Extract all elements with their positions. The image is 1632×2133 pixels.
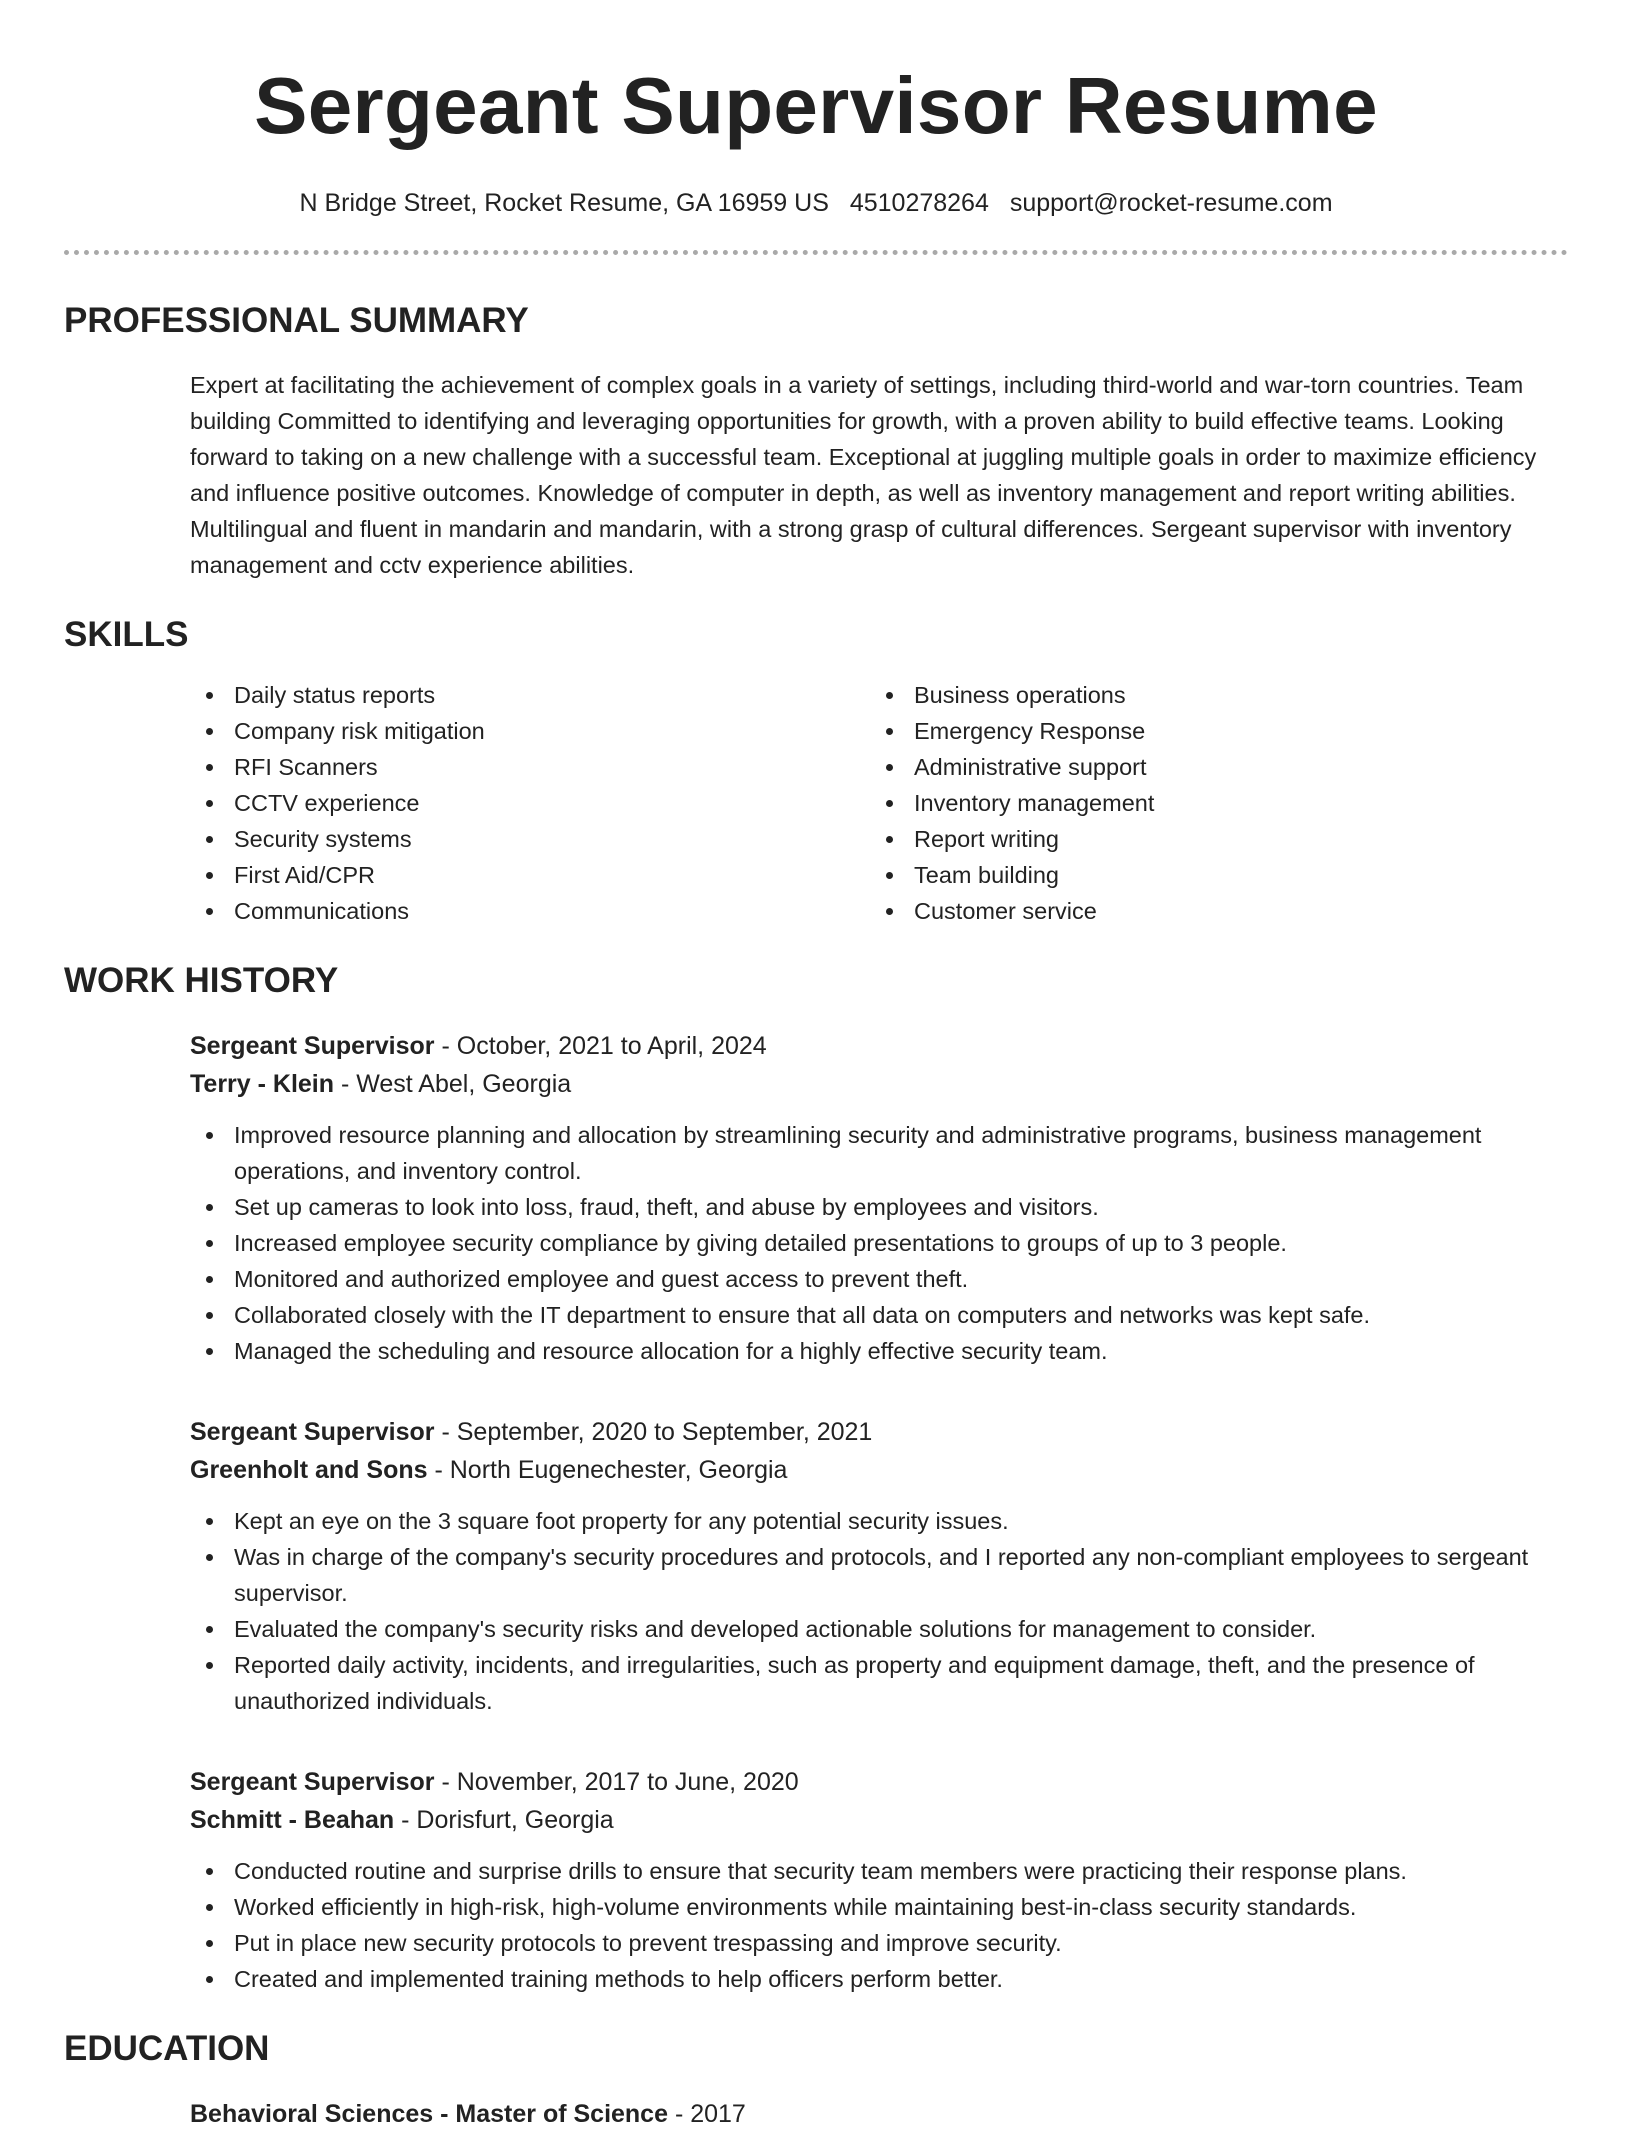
job-title-line [190, 1413, 1568, 1451]
job-company: Terry - Klein [190, 1070, 335, 1098]
job-entry [190, 1413, 1568, 1719]
skill-item: Communications [190, 893, 870, 929]
job-bullet: Managed the scheduling and resource allocation for a highly effective security team. [190, 1333, 1570, 1369]
job-bullet: Conducted routine and surprise drills to ensure that security team members were practicing their response plans. [190, 1853, 1570, 1889]
job-company: Greenholt and Sons [190, 1456, 428, 1484]
education-entry [190, 2095, 1568, 2133]
job-location: - West Abel, Georgia [334, 1070, 572, 1098]
summary-heading: PROFESSIONAL SUMMARY [64, 301, 529, 340]
job-bullets [190, 1853, 1570, 1997]
job-location: - Dorisfurt, Georgia [394, 1806, 614, 1834]
skills-grid [190, 677, 1568, 929]
skill-item: Team building [870, 857, 1550, 893]
job-company-line [190, 1451, 1568, 1489]
job-bullet: Worked efficiently in high-risk, high-volume environments while maintaining best-in-class security standards. [190, 1889, 1570, 1925]
job-bullet: Created and implemented training methods to help officers perform better. [190, 1961, 1570, 1997]
contact-phone: 4510278264 [849, 189, 989, 217]
job-bullet: Reported daily activity, incidents, and irregularities, such as property and equipment damage, theft, and the presence of unauthorized individuals. [190, 1647, 1570, 1719]
job-title: Sergeant Supervisor [190, 1768, 435, 1796]
job-title-line [190, 1763, 1568, 1801]
skill-item: Business operations [870, 677, 1550, 713]
skill-item: Customer service [870, 893, 1550, 929]
skill-item: Administrative support [870, 749, 1550, 785]
job-bullet: Was in charge of the company's security procedures and protocols, and I reported any non-compliant employees to sergeant supervisor. [190, 1539, 1570, 1611]
job-dates: - September, 2020 to September, 2021 [434, 1418, 873, 1446]
job-title: Sergeant Supervisor [190, 1418, 435, 1446]
job-bullet: Collaborated closely with the IT department to ensure that all data on computers and networks was kept safe. [190, 1297, 1570, 1333]
job-dates: - October, 2021 to April, 2024 [434, 1032, 767, 1060]
job-company: Schmitt - Beahan [190, 1806, 395, 1834]
job-dates: - November, 2017 to June, 2020 [434, 1768, 799, 1796]
header-divider [64, 250, 1568, 255]
job-title: Sergeant Supervisor [190, 1032, 435, 1060]
skill-item: CCTV experience [190, 785, 870, 821]
job-bullet: Set up cameras to look into loss, fraud, theft, and abuse by employees and visitors. [190, 1189, 1570, 1225]
skills-column-right [870, 677, 1550, 929]
job-title-line [190, 1027, 1568, 1065]
resume-title: Sergeant Supervisor Resume [254, 61, 1378, 150]
skills-column-left [190, 677, 870, 929]
job-company-line [190, 1065, 1568, 1103]
summary-text: Expert at facilitating the achievement of complex goals in a variety of settings, including third-world and war-torn countries. Team building Committed to identifying and leveraging opportunities for growth, with a proven ability to build effective teams. Looking forward to taking on a new challenge with a successful team. Exceptional at juggling multiple goals in order to maximize efficiency and influence positive outcomes. Knowledge of computer in depth, as well as inventory management and report writing abilities. Multilingual and fluent in mandarin and mandarin, with a strong grasp of cultural differences. Sergeant supervisor with inventory management and cctv experience abilities. [190, 372, 1537, 578]
job-bullet: Monitored and authorized employee and guest access to prevent theft. [190, 1261, 1570, 1297]
skill-item: Emergency Response [870, 713, 1550, 749]
work-history-heading: WORK HISTORY [64, 961, 339, 1000]
education-year: - 2017 [668, 2100, 746, 2128]
job-bullet: Kept an eye on the 3 square foot property for any potential security issues. [190, 1503, 1570, 1539]
skills-heading: SKILLS [64, 615, 189, 654]
contact-address: N Bridge Street, Rocket Resume, GA 16959 US [299, 189, 829, 217]
skill-item: Daily status reports [190, 677, 870, 713]
job-location: - North Eugenechester, Georgia [427, 1456, 788, 1484]
skill-item: RFI Scanners [190, 749, 870, 785]
skill-item: Report writing [870, 821, 1550, 857]
skill-item: First Aid/CPR [190, 857, 870, 893]
job-bullets [190, 1117, 1570, 1369]
job-bullet: Improved resource planning and allocation by streamlining security and administrative programs, business management operations, and inventory control. [190, 1117, 1570, 1189]
job-bullets [190, 1503, 1570, 1719]
job-bullet: Put in place new security protocols to prevent trespassing and improve security. [190, 1925, 1570, 1961]
skill-item: Company risk mitigation [190, 713, 870, 749]
contact-email: support@rocket-resume.com [1009, 189, 1333, 217]
job-entry [190, 1763, 1568, 1997]
education-heading: EDUCATION [64, 2029, 270, 2068]
job-company-line [190, 1801, 1568, 1839]
skill-item: Inventory management [870, 785, 1550, 821]
skill-item: Security systems [190, 821, 870, 857]
job-bullet: Evaluated the company's security risks and developed actionable solutions for management to consider. [190, 1611, 1570, 1647]
contact-line [64, 186, 1568, 220]
job-entry [190, 1027, 1568, 1369]
education-degree: Behavioral Sciences - Master of Science [190, 2100, 668, 2128]
job-bullet: Increased employee security compliance by giving detailed presentations to groups of up to 3 people. [190, 1225, 1570, 1261]
